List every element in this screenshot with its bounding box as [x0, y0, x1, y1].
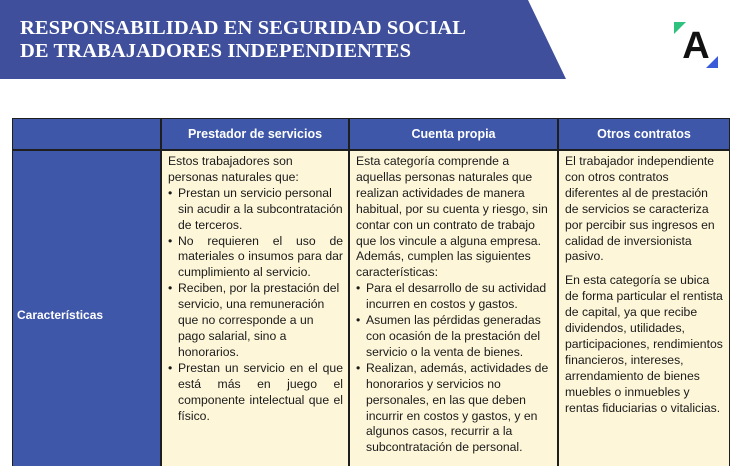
- cuenta-propia-bullet-3: • Realizan, además, actividades de honorarios y servicios no personales, en las que deben incurrir en costos y gastos, y en algunos casos, recurrir a la subcontratación de personal.: [356, 361, 552, 456]
- cuenta-propia-bullet-list: [356, 281, 552, 456]
- cell-prestador-de-servicios: [162, 151, 348, 466]
- prestador-bullet-1: • Prestan un servicio personal sin acudir a la subcontratación de terceros.: [168, 186, 343, 234]
- otros-contratos-paragraph-1: El trabajador independiente con otros contratos diferentes al de prestación de servicios se caracteriza por percibir sus ingresos en calidad de inversionista pasivo.: [565, 154, 715, 264]
- cell-cuenta-propia: [350, 151, 557, 466]
- characteristics-table: [12, 118, 730, 466]
- cuenta-propia-intro: Esta categoría comprende a aquellas personas naturales que realizan actividades de manera habitual, por su cuenta y riesgo, sin contar con un contrato de trabajo que los vincule a alguna empresa. Además, cumplen las siguientes características:: [356, 154, 548, 280]
- otros-contratos-paragraph-2: En esta categoría se ubica de forma particular el rentista de capital, ya que recibe dividendos, utilidades, participaciones, rendimientos financieros, intereses, arrendamiento de bienes muebles o inmuebles y rentas fiduciarias o vitalicias.: [565, 273, 723, 415]
- column-header-otros-contratos: Otros contratos: [559, 119, 729, 149]
- column-header-cuenta-propia: Cuenta propia: [350, 119, 557, 149]
- cell-otros-contratos: [559, 151, 729, 466]
- cuenta-propia-bullet-2: • Asumen las pérdidas generadas con ocasión de la prestación del servicio o la venta de bienes.: [356, 313, 552, 361]
- page-title-line-2: DE TRABAJADORES INDEPENDIENTES: [20, 40, 412, 62]
- column-header-prestador: Prestador de servicios: [162, 119, 348, 149]
- page-title: [20, 17, 466, 63]
- row-header-label: Características: [17, 307, 104, 322]
- cuenta-propia-bullet-1: • Para el desarrollo de su actividad incurren en costos y gastos.: [356, 281, 552, 313]
- page-title-line-1: RESPONSABILIDAD EN SEGURIDAD SOCIAL: [20, 17, 467, 39]
- row-header-caracteristicas: [13, 151, 160, 466]
- prestador-bullet-list: [168, 186, 343, 425]
- header-empty-cell: [13, 119, 160, 149]
- prestador-bullet-4: • Prestan un servicio en el que está más en juego el componente intelectual que el físico.: [168, 361, 343, 425]
- prestador-bullet-2: • No requieren el uso de materiales o insumos para dar cumplimiento al servicio.: [168, 234, 343, 282]
- brand-logo: [672, 20, 720, 70]
- prestador-bullet-3: • Reciben, por la prestación del servicio, una remuneración que no corresponde a un pago salarial, sino a honorarios.: [168, 281, 343, 361]
- prestador-intro: Estos trabajadores son personas naturales que:: [168, 154, 299, 184]
- logo-letter: A: [682, 25, 710, 67]
